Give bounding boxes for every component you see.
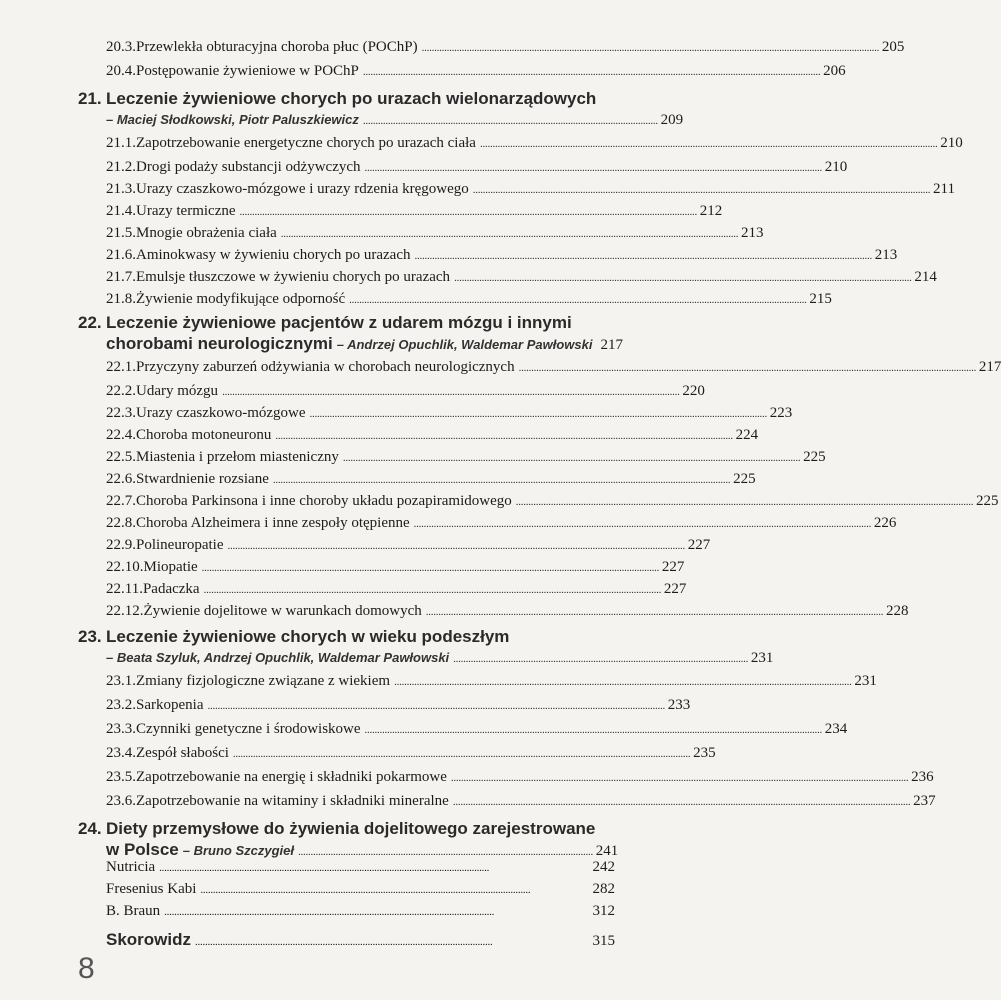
chapter-author: – Beata Szyluk, Andrzej Opuchlik, Waldemar Pawłowski: [106, 650, 450, 665]
entry-number: 20.4.: [106, 63, 136, 79]
entry-title: Choroba motoneuronu: [136, 427, 272, 443]
leader-dots: [343, 448, 799, 467]
chapter-title: Leczenie żywieniowe pacjentów z udarem mózgu i innymi: [106, 313, 572, 332]
toc-entry[interactable]: [106, 290, 832, 309]
entry-number: 21.5.: [106, 225, 136, 241]
entry-number: 22.4.: [106, 427, 136, 443]
leader-dots: [365, 720, 821, 739]
leader-dots: [519, 358, 975, 377]
toc-entry[interactable]: [106, 224, 764, 243]
chapter-title: Leczenie żywieniowe chorych po urazach wielonarządowych: [106, 89, 597, 108]
chapter-title-continued: w Polsce: [106, 840, 179, 859]
toc-entry[interactable]: [106, 558, 685, 577]
entry-page: 227: [663, 581, 687, 597]
toc-entry[interactable]: [106, 514, 897, 533]
entry-title: Nutricia: [106, 859, 156, 875]
leader-dots: [204, 580, 660, 599]
entry-page: 227: [687, 537, 711, 553]
toc-entry[interactable]: [106, 268, 937, 287]
entry-page: 282: [592, 881, 615, 897]
entry-number: 21.1.: [106, 135, 136, 151]
toc-entry[interactable]: [106, 134, 963, 153]
entry-title: B. Braun: [106, 903, 161, 919]
entry-page: 242: [592, 859, 615, 875]
entry-page: 312: [592, 903, 615, 919]
chapter-title: Leczenie żywieniowe chorych w wieku podeszłym: [106, 627, 510, 646]
leader-dots: [200, 880, 588, 899]
entry-number: 22.6.: [106, 471, 136, 487]
leader-dots: [349, 290, 805, 309]
page-number: 8: [78, 952, 95, 985]
entry-number: 21.3.: [106, 181, 136, 197]
entry-page: 217: [978, 359, 1001, 375]
entry-title: Zapotrzebowanie na energię i składniki pokarmowe: [136, 769, 447, 785]
entry-number: 21.8.: [106, 291, 136, 307]
entry-title: Czynniki genetyczne i środowiskowe: [136, 721, 361, 737]
chapter-author: – Bruno Szczygieł: [182, 843, 295, 858]
entry-number: 22.9.: [106, 537, 136, 553]
leader-dots: [202, 558, 658, 577]
entry-title: Urazy termiczne: [136, 203, 236, 219]
entry-page: 231: [854, 673, 877, 689]
chapter-title: Diety przemysłowe do żywienia dojelitowego zarejestrowane: [106, 819, 596, 838]
entry-number: 21.4.: [106, 203, 136, 219]
entry-page: 226: [873, 515, 897, 531]
leader-dots: [310, 404, 766, 423]
chapter-author-line: [106, 334, 623, 356]
leader-dots: [363, 62, 819, 81]
index-page: 315: [592, 933, 615, 949]
entry-number: 21.6.: [106, 247, 136, 263]
entry-title: Fresenius Kabi: [106, 881, 197, 897]
toc-entry[interactable]: [106, 880, 615, 899]
entry-number: 22.8.: [106, 515, 136, 531]
entry-number: 23.6.: [106, 793, 136, 809]
entry-number: 22.7.: [106, 493, 136, 509]
entry-number: 22.12.: [106, 603, 144, 619]
entry-title: Choroba Parkinsona i inne choroby układu pozapiramidowego: [136, 493, 512, 509]
chapter-author: – Maciej Słodkowski, Piotr Paluszkiewicz: [106, 112, 359, 127]
chapter-author-line: [106, 110, 684, 131]
entry-page: 228: [886, 603, 909, 619]
entry-title: Urazy czaszkowo-mózgowe i urazy rdzenia kręgowego: [136, 181, 469, 197]
entry-title: Zapotrzebowanie energetyczne chorych po urazach ciała: [136, 135, 476, 151]
entry-page: 213: [741, 225, 764, 241]
entry-title: Zapotrzebowanie na witaminy i składniki mineralne: [136, 793, 449, 809]
leader-dots: [365, 158, 821, 177]
entry-page: 211: [933, 181, 955, 197]
entry-number: 22.2.: [106, 383, 136, 399]
entry-number: 22.1.: [106, 359, 136, 375]
toc-entry[interactable]: [106, 602, 909, 621]
leader-dots: [159, 858, 588, 877]
entry-title: Emulsje tłuszczowe w żywieniu chorych po urazach: [136, 269, 451, 285]
leader-dots: [480, 134, 936, 153]
entry-page: 236: [911, 769, 934, 785]
entry-page: 234: [824, 721, 848, 737]
entry-page: 237: [913, 793, 936, 809]
toc-entry[interactable]: [106, 404, 793, 423]
leader-dots: [426, 602, 882, 621]
chapter-page: 231: [750, 650, 774, 666]
chapter-number: 23.: [78, 627, 102, 646]
chapter-heading[interactable]: [78, 626, 615, 648]
chapter-author: – Andrzej Opuchlik, Waldemar Pawłowski: [336, 337, 593, 352]
toc-entry[interactable]: [106, 38, 905, 57]
entry-title: Padaczka: [142, 581, 200, 597]
entry-page: 215: [809, 291, 832, 307]
leader-dots: [451, 768, 907, 787]
entry-page: 214: [914, 269, 937, 285]
entry-number: 23.4.: [106, 745, 136, 761]
leader-dots: [363, 110, 657, 131]
entry-number: 22.11.: [106, 581, 143, 597]
entry-number: 23.3.: [106, 721, 136, 737]
leader-dots: [275, 426, 731, 445]
chapter-heading[interactable]: [78, 818, 615, 840]
entry-title: Żywienie dojelitowe w warunkach domowych: [143, 603, 422, 619]
entry-number: 22.3.: [106, 405, 136, 421]
toc-entry[interactable]: [106, 672, 877, 691]
chapter-author-line: [106, 648, 774, 669]
entry-title: Miopatie: [143, 559, 198, 575]
entry-title: Udary mózgu: [136, 383, 219, 399]
toc-entry[interactable]: [106, 580, 687, 599]
entry-number: 21.2.: [106, 159, 136, 175]
entry-number: 22.5.: [106, 449, 136, 465]
chapter-page: 217: [600, 337, 623, 353]
entry-title: Przyczyny zaburzeń odżywiania w chorobach neurologicznych: [136, 359, 515, 375]
toc-entry[interactable]: [106, 768, 934, 787]
entry-page: 220: [682, 383, 705, 399]
leader-dots: [164, 902, 588, 921]
entry-title: Przewlekła obturacyjna choroba płuc (POChP): [136, 39, 418, 55]
leader-dots: [453, 648, 747, 669]
entry-title: Zmiany fizjologiczne związane z wiekiem: [136, 673, 391, 689]
entry-page: 225: [733, 471, 756, 487]
entry-number: 23.1.: [106, 673, 136, 689]
leader-dots: [454, 268, 910, 287]
entry-number: 23.2.: [106, 697, 136, 713]
leader-dots: [422, 38, 878, 57]
toc-entry[interactable]: [106, 536, 711, 555]
entry-title: Mnogie obrażenia ciała: [136, 225, 277, 241]
entry-page: 205: [881, 39, 905, 55]
leader-dots: [273, 470, 729, 489]
leader-dots: [394, 672, 850, 691]
leader-dots: [195, 931, 588, 952]
leader-dots: [453, 792, 909, 811]
toc-entry[interactable]: [106, 426, 759, 445]
entry-title: Stwardnienie rozsiane: [136, 471, 269, 487]
toc-entry[interactable]: [106, 858, 615, 877]
leader-dots: [227, 536, 683, 555]
chapter-page: 209: [660, 112, 684, 128]
chapter-number: 22.: [78, 313, 102, 332]
entry-title: Zespół słabości: [136, 745, 229, 761]
entry-title: Sarkopenia: [136, 697, 204, 713]
toc-entry[interactable]: [106, 448, 826, 467]
entry-page: 224: [735, 427, 759, 443]
entry-page: 227: [661, 559, 685, 575]
leader-dots: [415, 246, 871, 265]
entry-number: 22.10.: [106, 559, 144, 575]
toc-entry[interactable]: [106, 902, 615, 921]
toc-entry[interactable]: [106, 62, 846, 81]
entry-title: Drogi podaży substancji odżywczych: [136, 159, 361, 175]
leader-dots: [207, 696, 663, 715]
entry-title: Aminokwasy w żywieniu chorych po urazach: [136, 247, 411, 263]
leader-dots: [414, 514, 870, 533]
entry-page: 210: [940, 135, 963, 151]
chapter-title-continued: chorobami neurologicznymi: [106, 334, 333, 353]
toc-entry[interactable]: [106, 202, 723, 221]
chapter-page: 241: [595, 843, 619, 859]
toc-entry[interactable]: [106, 180, 955, 199]
entry-page: 235: [693, 745, 716, 761]
chapter-heading[interactable]: [78, 88, 615, 110]
entry-page: 206: [823, 63, 846, 79]
entry-number: 20.3.: [106, 39, 136, 55]
entry-number: 21.7.: [106, 269, 136, 285]
entry-page: 225: [803, 449, 826, 465]
entry-page: 212: [699, 203, 723, 219]
entry-title: Urazy czaszkowo-mózgowe: [136, 405, 306, 421]
entry-title: Polineuropatie: [136, 537, 224, 553]
leader-dots: [240, 202, 696, 221]
toc-entry[interactable]: [106, 792, 936, 811]
leader-dots: [222, 382, 678, 401]
entry-title: Choroba Alzheimera i inne zespoły otępienne: [136, 515, 410, 531]
entry-title: Postępowanie żywieniowe w POChP: [136, 63, 359, 79]
leader-dots: [233, 744, 689, 763]
entry-page: 233: [667, 697, 691, 713]
toc-entry[interactable]: [106, 720, 848, 739]
entry-page: 210: [824, 159, 848, 175]
chapter-number: 24.: [78, 819, 102, 838]
entry-number: 23.5.: [106, 769, 136, 785]
leader-dots: [473, 180, 929, 199]
entry-title: Żywienie modyfikujące odporność: [136, 291, 346, 307]
chapter-heading[interactable]: [78, 312, 615, 334]
toc-entry[interactable]: [106, 158, 848, 177]
entry-page: 213: [874, 247, 898, 263]
toc-entry[interactable]: [106, 470, 756, 489]
leader-dots: [516, 492, 972, 511]
entry-title: Miastenia i przełom miasteniczny: [136, 449, 339, 465]
toc-entry[interactable]: [106, 358, 1001, 377]
index-title: Skorowidz: [106, 930, 192, 949]
toc-entry[interactable]: [106, 246, 898, 265]
toc-entry[interactable]: [106, 696, 691, 715]
toc-entry[interactable]: [106, 492, 999, 511]
index-entry[interactable]: [106, 930, 615, 952]
entry-page: 223: [769, 405, 793, 421]
toc-entry[interactable]: [106, 382, 705, 401]
leader-dots: [281, 224, 737, 243]
toc-entry[interactable]: [106, 744, 716, 763]
entry-page: 225: [976, 493, 999, 509]
chapter-number: 21.: [78, 89, 102, 108]
